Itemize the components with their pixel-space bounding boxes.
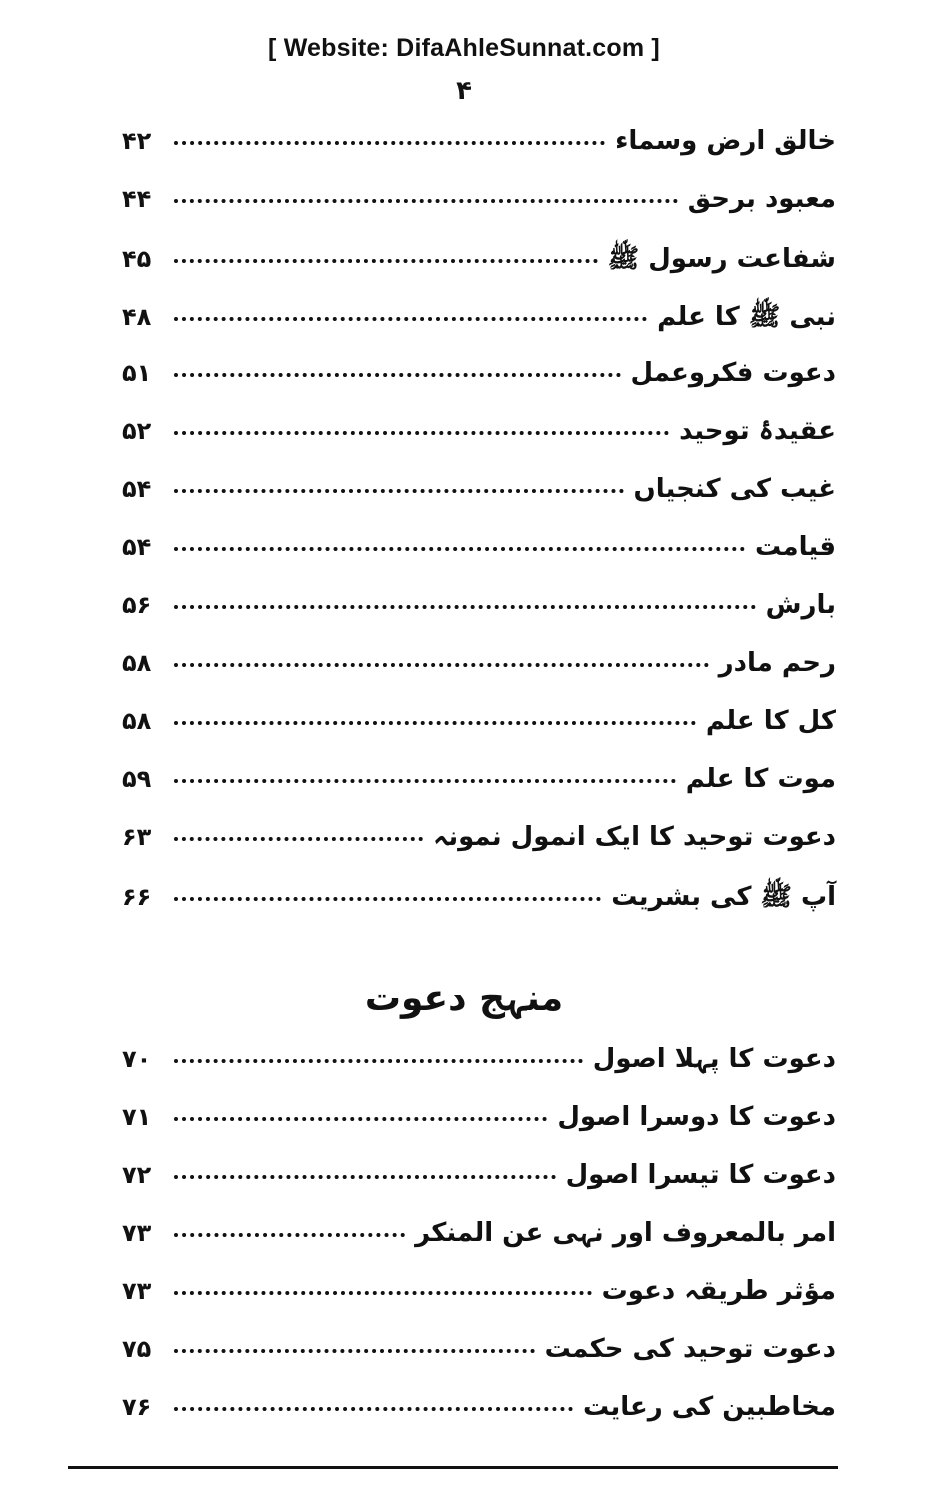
leader-dots [174,141,605,145]
footer-rule [68,1466,838,1469]
toc-entry [122,1276,836,1334]
toc-entry-page: ۵۸ [122,707,152,735]
toc-entry-title: بارش [765,590,836,620]
toc-entry-title: معبود برحق [687,184,836,214]
toc-entry [122,300,836,358]
toc-entry [122,648,836,706]
toc-entry-page: ۷۲ [122,1161,152,1189]
leader-dots [174,1175,556,1179]
toc-entry-title: امر بالمعروف اور نہی عن المنکر [415,1218,836,1248]
toc-entry-page: ۵۶ [122,591,152,619]
toc-entry-title: شفاعت رسول ﷺ [607,244,836,274]
toc-entry [122,184,836,242]
toc-entry-title: رحم مادر [718,648,836,678]
toc-entry [122,1218,836,1276]
toc-entry-title: دعوت فکروعمل [630,358,836,388]
toc-entry-title: مخاطبین کی رعایت [582,1392,836,1422]
toc-entry [122,1160,836,1218]
leader-dots [174,1291,592,1295]
toc-entry [122,126,836,184]
leader-dots [174,1059,583,1063]
leader-dots [174,489,624,493]
toc-entry [122,822,836,880]
toc-entry-page: ۵۲ [122,417,152,445]
toc-entry-page: ۷۵ [122,1335,152,1363]
leader-dots [174,1349,535,1353]
leader-dots [174,1233,405,1237]
leader-dots [174,605,756,609]
toc-entry-title: موت کا علم [685,764,836,794]
toc-entry-page: ۷۱ [122,1103,152,1131]
page-number: ۴ [456,76,472,106]
toc-entry [122,1102,836,1160]
toc-entry-title: قیامت [754,532,836,562]
toc-entry-title: خالق ارض وسماء [615,126,836,156]
toc-entry-page: ۷۰ [122,1045,152,1073]
toc-entry-page: ۵۸ [122,649,152,677]
leader-dots [174,663,709,667]
toc-entry-page: ۷۳ [122,1277,152,1305]
leader-dots [174,779,676,783]
toc-entry [122,242,836,300]
leader-dots [174,897,601,901]
toc-entry [122,880,836,938]
toc-entry [122,532,836,590]
toc-entry-page: ۴۲ [122,127,152,155]
toc-entry-title: دعوت کا تیسرا اصول [565,1160,836,1190]
leader-dots [174,199,678,203]
toc-entry-title: دعوت کا دوسرا اصول [557,1102,836,1132]
toc-entry-page: ۵۴ [122,475,152,503]
toc-entry-page: ۶۳ [122,823,152,851]
toc-entry [122,764,836,822]
leader-dots [174,547,745,551]
toc-entry-page: ۵۴ [122,533,152,561]
leader-dots [174,431,669,435]
toc-entry-page: ۶۶ [122,883,152,911]
table-of-contents-part-2 [122,1044,836,1450]
toc-entry-title: غیب کی کنجیاں [633,474,836,504]
toc-entry-page: ۵۹ [122,765,152,793]
toc-entry [122,416,836,474]
toc-entry-title: نبی ﷺ کا علم [657,302,836,332]
toc-entry-title: کل کا علم [705,706,836,736]
toc-entry-page: ۴۴ [122,185,152,213]
leader-dots [174,837,423,841]
leader-dots [174,317,647,321]
toc-entry [122,1392,836,1450]
toc-entry-title: دعوت کا پہلا اصول [592,1044,836,1074]
toc-entry [122,358,836,416]
toc-entry [122,1044,836,1102]
toc-entry [122,1334,836,1392]
toc-entry-title: دعوت توحید کی حکمت [544,1334,836,1364]
table-of-contents-part-1 [122,126,836,938]
toc-entry-title: دعوت توحید کا ایک انمول نمونہ [433,822,836,852]
website-header: [ Website: DifaAhleSunnat.com ] [268,34,660,62]
section-heading: منہج دعوت [364,978,564,1019]
leader-dots [174,259,598,263]
leader-dots [174,373,621,377]
toc-entry [122,474,836,532]
toc-entry [122,590,836,648]
toc-entry-title: مؤثر طریقہ دعوت [601,1276,836,1306]
leader-dots [174,1117,547,1121]
toc-entry-title: عقیدۂ توحید [679,416,836,446]
toc-entry-page: ۴۸ [122,303,152,331]
toc-entry-page: ۷۶ [122,1393,152,1421]
toc-entry-page: ۴۵ [122,245,152,273]
toc-entry-title: آپ ﷺ کی بشریت [611,882,836,912]
toc-entry-page: ۷۳ [122,1219,152,1247]
toc-entry [122,706,836,764]
toc-entry-page: ۵۱ [122,359,152,387]
leader-dots [174,721,696,725]
leader-dots [174,1407,573,1411]
